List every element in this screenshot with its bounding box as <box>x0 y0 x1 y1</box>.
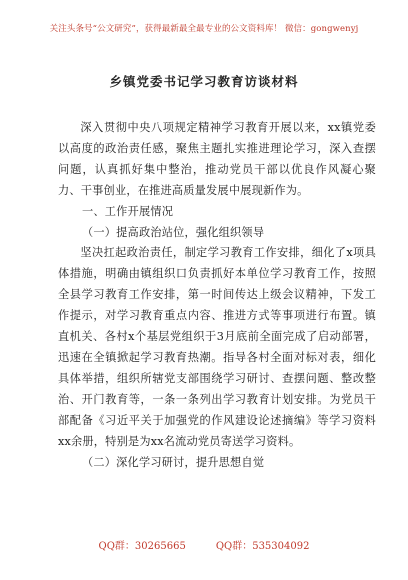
promo-banner: 关注头条号“公文研究”，获得最新最全最专业的公文资料库！ 微信：gongwenyj <box>49 24 359 34</box>
document-body <box>58 118 376 473</box>
section-heading: 一、工作开展情况 <box>82 204 174 218</box>
footer-contact <box>0 537 408 552</box>
body-paragraph: 坚决扛起政治责任，制定学习教育工作安排，细化了x项具体措施，明确由镇组织口负责抓好本单位学习教育工作，按照全县学习教育工作安排，第一时间传达上级会议精神，下发工作提示，对学习教育重点内容、推进方式等事项进行布置。镇直机关、各村x个基层党组织于3月底前全面完成了启动部署，迅速在全镇掀起学习教育热潮。指导各村全面对标对表，细化具体举措，组织所辖党支部围绕学习研讨、查摆问题、整改整治、开门教育等，一条一条列出学习教育计划安排。为党员干部配备《习近平关于加强党的作风建设论述摘编》等学习资料xx余册，特别是为xx名流动党员寄送学习资料。 <box>58 246 376 448</box>
qq-group-2: QQ群：535304092 <box>215 541 310 552</box>
subsection-heading: （一）提高政治站位，强化组织领导 <box>82 225 265 239</box>
qq-group-1: QQ群：30265665 <box>98 541 186 552</box>
document-title: 乡镇党委书记学习教育访谈材料 <box>109 74 299 89</box>
intro-paragraph: 深入贯彻中央八项规定精神学习教育开展以来，xx镇党委以高度的政治责任感，聚焦主题扎实推进理论学习，深入查摆问题，认真抓好集中整治，推动党员干部以优良作风凝心聚力、干事创业，在推进高质量发展中展现新作为。 <box>58 121 376 197</box>
subsection-heading: （二）深化学习研讨，提升思想自觉 <box>82 455 265 469</box>
